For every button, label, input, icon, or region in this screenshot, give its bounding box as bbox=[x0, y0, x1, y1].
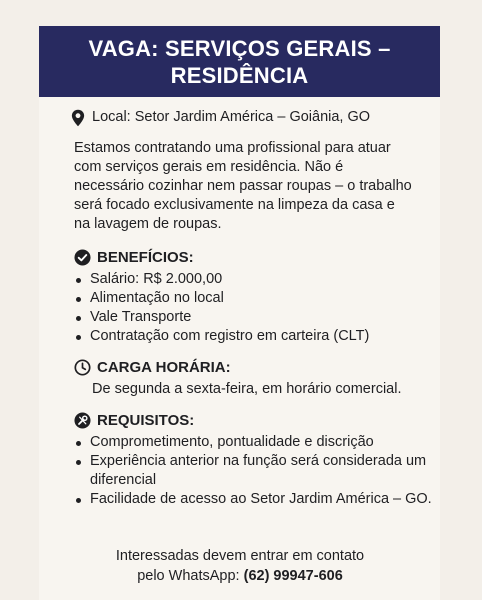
list-item: Salário: R$ 2.000,00 bbox=[76, 270, 440, 289]
schedule-text: De segunda a sexta-feira, em horário comercial. bbox=[92, 381, 402, 397]
list-item: Contratação com registro em carteira (CLT) bbox=[76, 327, 440, 346]
job-title-line-1: VAGA: SERVIÇOS GERAIS – bbox=[88, 35, 391, 61]
list-item: Comprometimento, pontualidade e discrição bbox=[76, 433, 440, 452]
job-title-banner bbox=[39, 26, 440, 97]
schedule-heading bbox=[74, 358, 440, 377]
schedule-title: CARGA HORÁRIA: bbox=[97, 359, 231, 376]
tools-icon bbox=[74, 412, 91, 429]
location-text: Local: Setor Jardim América – Goiânia, GO bbox=[92, 109, 371, 125]
benefits-title: BENEFÍCIOS: bbox=[97, 249, 194, 266]
benefits-heading bbox=[74, 248, 440, 267]
contact-line-1: Interessadas devem entrar em contato bbox=[115, 548, 365, 564]
contact-info bbox=[40, 546, 440, 586]
contact-line-2 bbox=[40, 566, 440, 586]
contact-prefix: pelo WhatsApp: bbox=[137, 568, 244, 584]
list-item: Alimentação no local bbox=[76, 289, 440, 308]
job-title-line-2: RESIDÊNCIA bbox=[170, 62, 309, 88]
clock-icon bbox=[74, 359, 91, 376]
whatsapp-phone: (62) 99947-606 bbox=[243, 568, 343, 584]
map-pin-icon bbox=[70, 109, 86, 127]
requirements-list bbox=[76, 433, 440, 509]
requirements-title: REQUISITOS: bbox=[97, 412, 195, 429]
check-circle-icon bbox=[74, 249, 91, 266]
list-item: Facilidade de acesso ao Setor Jardim América – GO. bbox=[76, 490, 440, 509]
list-item: Experiência anterior na função será considerada um diferencial bbox=[76, 452, 440, 490]
benefits-list bbox=[76, 270, 440, 346]
job-description bbox=[70, 108, 440, 521]
location-row bbox=[70, 108, 440, 127]
requirements-heading bbox=[74, 411, 440, 430]
intro-paragraph: Estamos contratando uma profissional para atuar com serviços gerais em residência. Não é necessário cozinhar nem passar roupas – o trabalho será focado exclusivamente na limpeza da casa e na lavagem de roupas. bbox=[74, 140, 412, 232]
list-item: Vale Transporte bbox=[76, 308, 440, 327]
